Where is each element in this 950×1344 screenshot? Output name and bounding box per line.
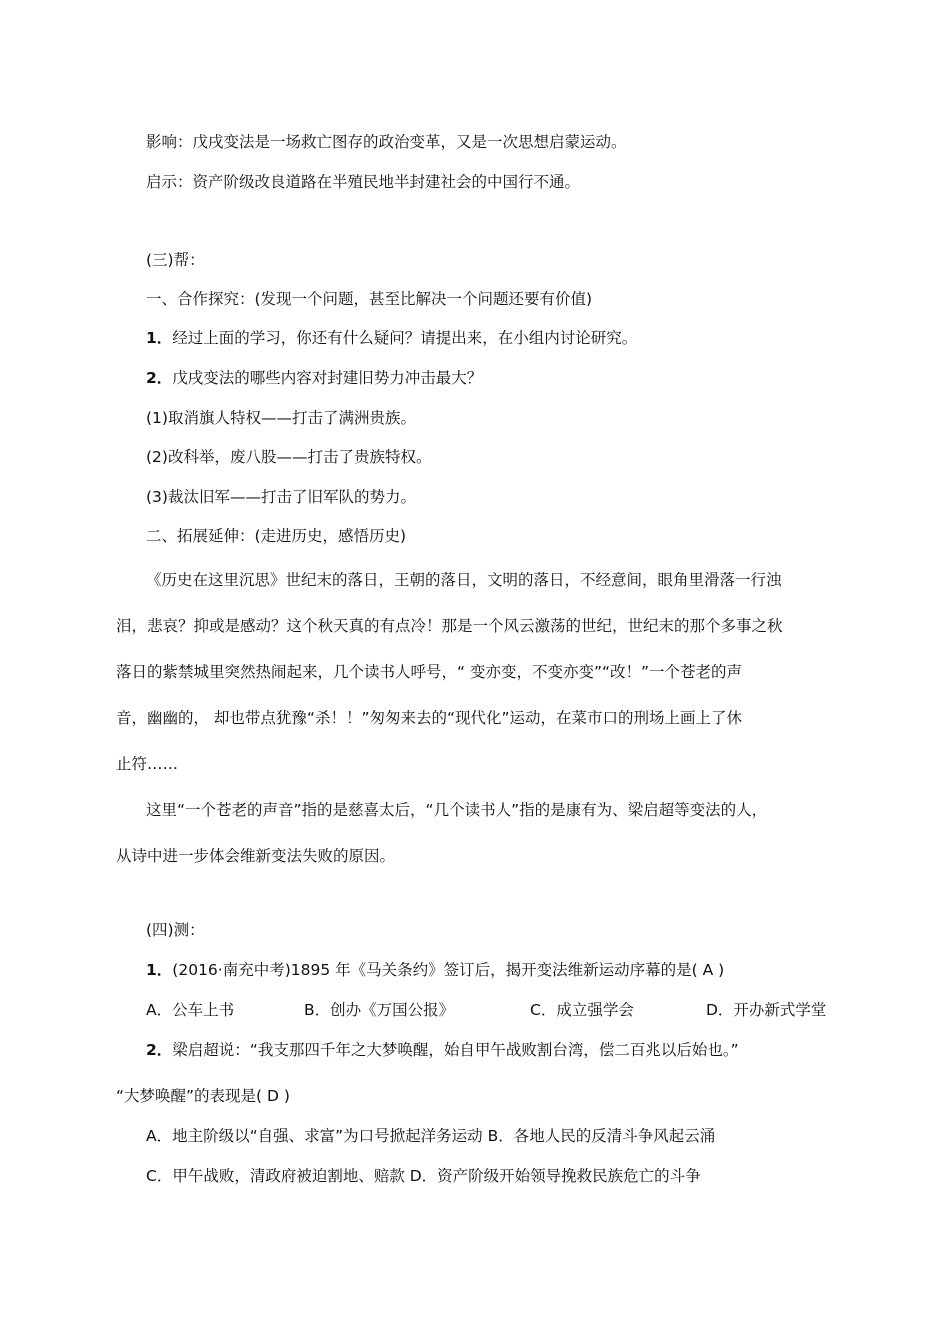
answer-2: (2)改科举，废八股——打击了贵族特权。 (146, 448, 432, 466)
question-2-options-line-1: A．地主阶级以“自强、求富”为口号掀起洋务运动 B．各地人民的反清斗争风起云涌 (146, 1127, 716, 1145)
question-number: 2． (146, 1041, 173, 1059)
question-text: 经过上面的学习，你还有什么疑问？请提出来，在小组内讨论研究。 (172, 329, 638, 347)
test-question-1 (146, 960, 724, 980)
poem-line: 落日的紫禁城里突然热闹起来，几个读书人呼号，“ 变亦变，不变亦变”“改！”一个苍老的声 (116, 663, 743, 681)
poem-line: 止符…… (116, 755, 179, 773)
question-text: (2016·南充中考)1895 年《马关条约》签订后，揭开变法维新运动序幕的是( A ) (172, 961, 725, 979)
option-a: A．公车上书 (146, 1001, 235, 1019)
question-2-continuation: “大梦唤醒”的表现是( D ) (116, 1087, 290, 1105)
explanation-line: 这里“一个苍老的声音”指的是慈喜太后，“几个读书人”指的是康有为、梁启超等变法的人， (146, 801, 768, 819)
inquiry-question-2 (146, 368, 482, 388)
option-b: B．创办《万国公报》 (304, 1001, 455, 1019)
section3-title: (三)帮： (146, 251, 205, 269)
question-number: 1． (146, 329, 173, 347)
answer-3: (3)裁汰旧军——打击了旧军队的势力。 (146, 488, 416, 506)
impact-line: 影响：戊戌变法是一场救亡图存的政治变革，又是一次思想启蒙运动。 (146, 133, 627, 151)
option-d: D．开办新式学堂 (706, 1001, 827, 1019)
question-text: 戊戌变法的哪些内容对封建旧势力冲击最大？ (172, 369, 483, 387)
explanation-line: 从诗中进一步体会维新变法失败的原因。 (116, 847, 396, 865)
answer-1: (1)取消旗人特权——打击了满洲贵族。 (146, 409, 416, 427)
question-number: 1． (146, 961, 173, 979)
question-1-options (146, 1000, 866, 1020)
inquiry-question-1 (146, 328, 637, 348)
section4-title: (四)测： (146, 921, 205, 939)
test-question-2 (146, 1040, 739, 1060)
poem-line: 音，幽幽的， 却也带点犹豫“杀！！”匆匆来去的“现代化”运动，在菜市口的刑场上画上了休 (116, 709, 743, 727)
question-2-options-line-2: C．甲午战败，清政府被迫割地、赔款 D．资产阶级开始领导挽救民族危亡的斗争 (146, 1167, 701, 1185)
cooperative-inquiry-heading: 一、合作探究：(发现一个问题，甚至比解决一个问题还要有价值) (146, 290, 593, 308)
option-c: C．成立强学会 (530, 1001, 634, 1019)
poem-line: 《历史在这里沉思》世纪末的落日，王朝的落日，文明的落日，不经意间，眼角里滑落一行浊 (146, 571, 782, 589)
question-text: 梁启超说：“我支那四千年之大梦唤醒，始自甲午战败割台湾，偿二百兆以后始也。” (172, 1041, 739, 1059)
lesson-line: 启示：资产阶级改良道路在半殖民地半封建社会的中国行不通。 (146, 173, 581, 191)
extension-heading: 二、拓展延伸：(走进历史，感悟历史) (146, 527, 407, 545)
question-number: 2． (146, 369, 173, 387)
poem-line: 泪，悲哀？抑或是感动？这个秋天真的有点冷！那是一个风云激荡的世纪，世纪末的那个多事之秋 (116, 617, 783, 635)
